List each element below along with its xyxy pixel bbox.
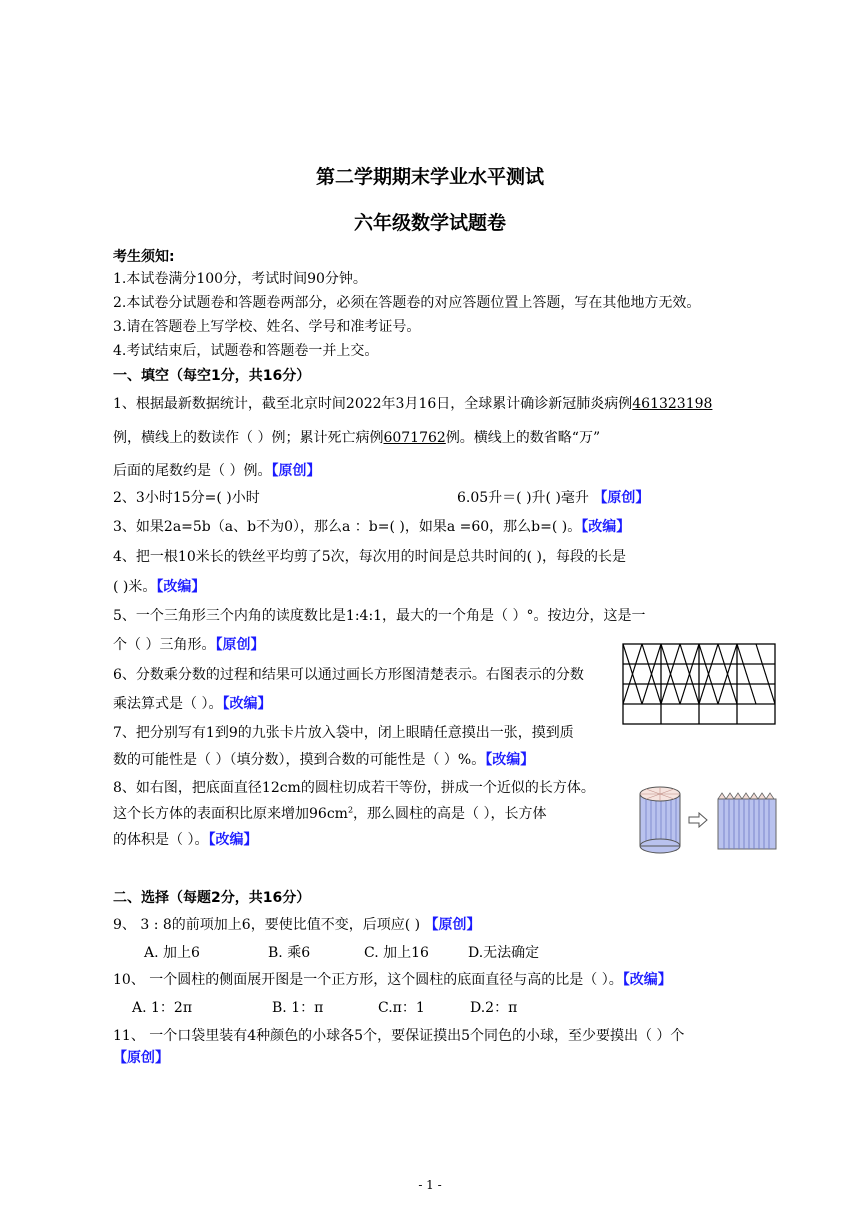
notice-heading: 考生须知: [113,249,175,265]
fraction-rectangle-figure [622,643,776,725]
page-number: - 1 - [418,1178,442,1192]
q8-tag: 【改编】 [208,832,258,848]
q4-line-2: ( )米。【改编】 [113,579,206,595]
q10-line: 10、 一个圆柱的侧面展开图是一个正方形，这个圆柱的底面直径与高的比是（ ）。【改编】 [113,972,672,988]
q5-tag: 【原创】 [215,637,265,653]
q9-tag: 【原创】 [424,917,481,933]
q6-line-1: 6、分数乘分数的过程和结果可以通过画长方形图清楚表示。右图表示的分数 [113,667,584,683]
q8-line-1: 8、如右图，把底面直径12cm的圆柱切成若干等份，拼成一个近似的长方体。 [113,780,595,796]
q3-tag: 【改编】 [581,519,631,535]
q1-confirmed-number: 461323198 [632,396,713,412]
q10-option-a: A. 1：2π [132,1000,193,1016]
q5-line-1: 5、一个三角形三个内角的读度数比是1:4:1，最大的一个角是（ ）°。按边分，这是一 [113,608,646,624]
exam-title: 第二学期期末学业水平测试 [315,166,544,188]
arrow-right-icon [688,812,708,828]
q9-option-c: C. 加上16 [364,945,429,961]
q2-part-b: 6.05升＝( )升( )毫升 【原创】 [457,490,650,506]
q3-line: 3、如果2a=5b（a、b不为0），那么a ：b=( )，如果a =60，那么b=( )。【改编】 [113,519,631,535]
notice-item-2: 2.本试卷分试题卷和答题卷两部分，必须在答题卷的对应答题位置上答题，写在其他地方无效。 [113,295,701,311]
q1-line-1: 1、根据最新数据统计，截至北京时间2022年3月16日，全球累计确诊新冠肺炎病例461323198 [113,396,713,412]
q7-line-1: 7、把分别写有1到9的九张卡片放入袋中，闭上眼睛任意摸出一张，摸到质 [113,725,574,741]
section-1-heading: 一、填空（每空1分，共16分） [113,368,311,384]
cylinder-figure [638,785,682,855]
q1-line-3: 后面的尾数约是（ ）例。【原创】 [113,463,321,479]
q5-line-2: 个（ ）三角形。【原创】 [113,637,265,653]
q10-option-d: D.2：π [470,1000,518,1016]
cuboid-figure [714,791,780,853]
q10-option-b: B. 1：π [272,1000,324,1016]
q1-death-number: 6071762 [383,430,446,446]
q4-line-1: 4、把一根10米长的铁丝平均剪了5次，每次用的时间是总共时间的( )，每段的长是 [113,549,627,565]
q7-tag: 【改编】 [485,752,535,768]
q6-line-2: 乘法算式是（ ）。【改编】 [113,696,272,712]
q6-tag: 【改编】 [222,696,272,712]
q2-part-a: 2、3小时15分=( )小时 [113,490,260,506]
q11-tag: 【原创】 [113,1050,169,1066]
q9-option-d: D.无法确定 [468,945,540,961]
q8-line-3: 的体积是（ ）。【改编】 [113,832,258,848]
q9-option-b: B. 乘6 [268,945,311,961]
notice-item-4: 4.考试结束后，试题卷和答题卷一并上交。 [113,343,379,359]
q9-option-a: A. 加上6 [144,945,200,961]
q8-line-2: 这个长方体的表面积比原来增加$96cm^2$，那么圆柱的高是（ ），长方体 [113,805,547,822]
q1-line-2: 例，横线上的数读作（ ）例；累计死亡病例6071762例。横线上的数省略“万” [113,430,601,446]
q2-tag: 【原创】 [593,490,650,506]
q9-line: 9、 3 : 8的前项加上6，要使比值不变，后项应( ) 【原创】 [113,917,481,933]
q11-line: 11、 一个口袋里装有4种颜色的小球各5个，要保证摸出5个同色的小球，至少要摸出（ ）个 [113,1028,685,1044]
notice-item-1: 1.本试卷满分100分，考试时间90分钟。 [113,271,367,287]
q10-option-c: C.π：1 [378,1000,425,1016]
exam-subtitle: 六年级数学试题卷 [353,212,506,234]
notice-item-3: 3.请在答题卷上写学校、姓名、学号和准考证号。 [113,319,421,335]
q1-tag: 【原创】 [271,463,321,479]
q7-line-2: 数的可能性是（ ）（填分数），摸到合数的可能性是（ ）%。【改编】 [113,752,535,768]
q10-tag: 【改编】 [622,972,672,988]
q4-tag: 【改编】 [156,579,206,595]
section-2-heading: 二、选择（每题2分，共16分） [113,890,311,906]
